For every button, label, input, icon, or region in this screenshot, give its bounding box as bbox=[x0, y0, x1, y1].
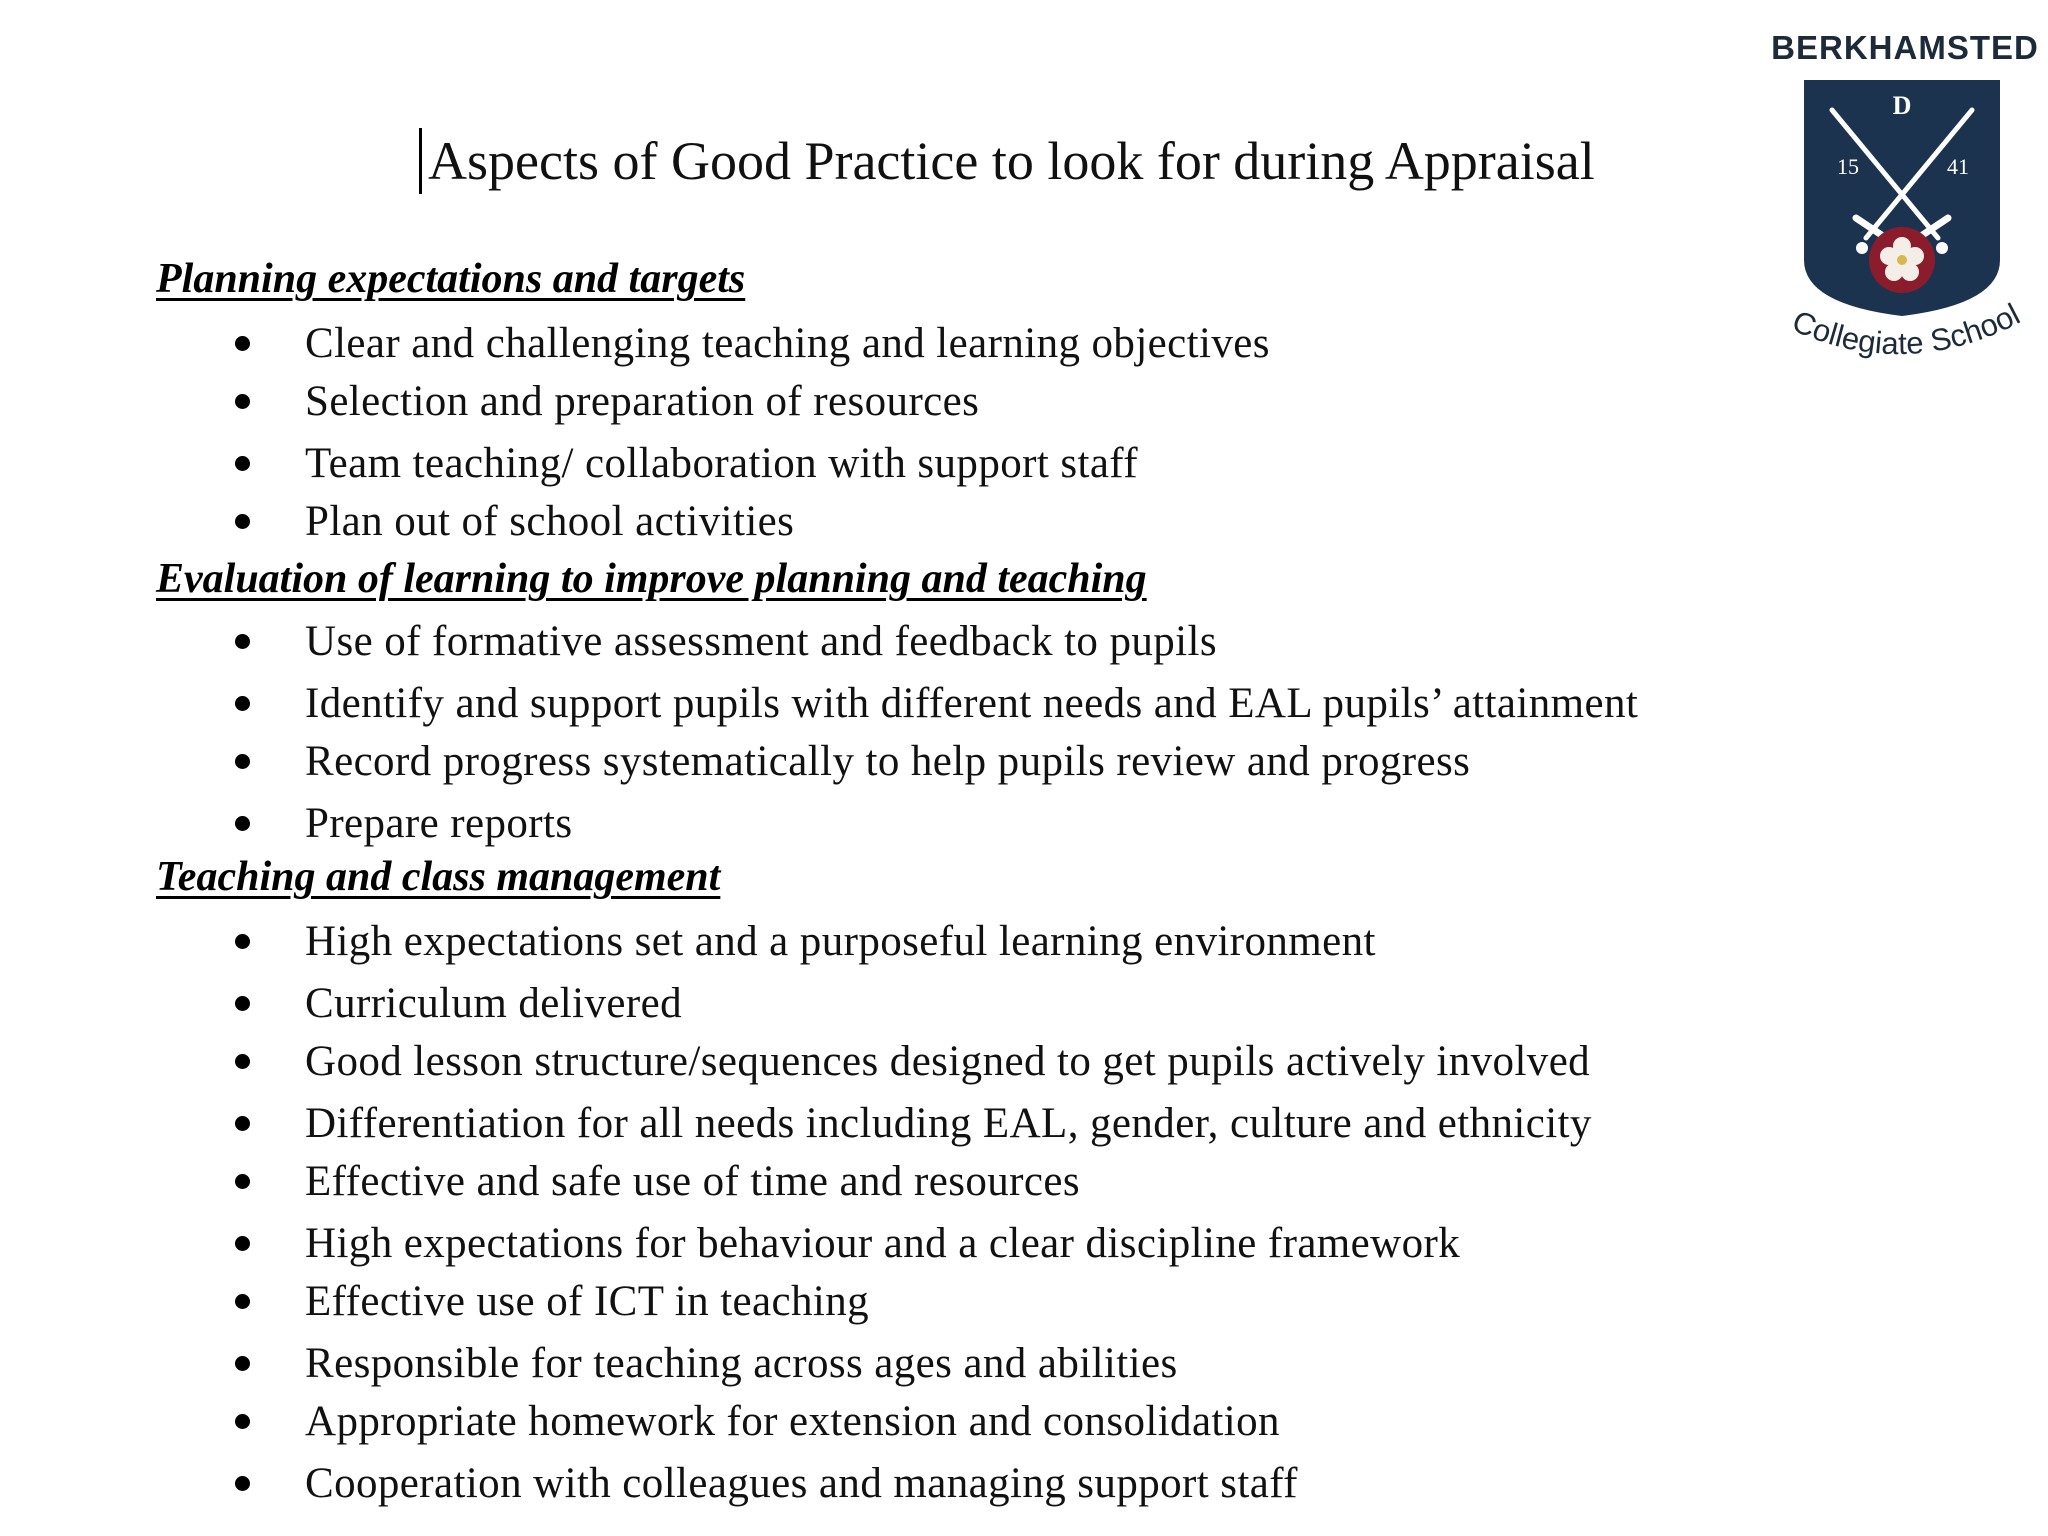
list-item bbox=[0, 1156, 1900, 1208]
document-title: Aspects of Good Practice to look for during Appraisal bbox=[428, 131, 1595, 191]
list-item-text: Selection and preparation of resources bbox=[305, 378, 980, 425]
bullet-icon bbox=[235, 1476, 250, 1491]
bullet-icon bbox=[235, 336, 250, 351]
list-item bbox=[0, 616, 1900, 668]
list-item-text: Team teaching/ collaboration with support staff bbox=[305, 440, 1138, 487]
bullet-icon bbox=[235, 1236, 250, 1251]
text-cursor bbox=[419, 128, 422, 194]
list-item-text: High expectations for behaviour and a clear discipline framework bbox=[305, 1220, 1461, 1267]
list-item-text: Cooperation with colleagues and managing support staff bbox=[305, 1460, 1298, 1507]
bullet-icon bbox=[235, 996, 250, 1011]
bullet-icon bbox=[235, 1294, 250, 1309]
crest-left-number: 15 bbox=[1837, 154, 1859, 179]
list-item-text: Use of formative assessment and feedback to pupils bbox=[305, 618, 1217, 665]
section-heading: Planning expectations and targets bbox=[156, 256, 746, 302]
list-item bbox=[0, 798, 1900, 850]
list-item bbox=[0, 1458, 1900, 1510]
bullet-icon bbox=[235, 754, 250, 769]
list-item-text: Good lesson structure/sequences designed to get pupils actively involved bbox=[305, 1038, 1591, 1085]
bullet-icon bbox=[235, 634, 250, 649]
list-item bbox=[0, 978, 1900, 1030]
bullet-icon bbox=[235, 1116, 250, 1131]
list-item-text: Curriculum delivered bbox=[305, 980, 682, 1027]
list-item bbox=[0, 1338, 1900, 1390]
list-item-text: High expectations set and a purposeful learning environment bbox=[305, 918, 1376, 965]
bullet-icon bbox=[235, 1174, 250, 1189]
list-item bbox=[0, 376, 1900, 428]
list-item-text: Plan out of school activities bbox=[305, 498, 795, 545]
list-item-text: Prepare reports bbox=[305, 800, 573, 847]
list-item-text: Identify and support pupils with different needs and EAL pupils’ attainment bbox=[305, 680, 1639, 727]
bullet-icon bbox=[235, 816, 250, 831]
list-item-text: Differentiation for all needs including EAL, gender, culture and ethnicity bbox=[305, 1100, 1592, 1147]
list-item bbox=[0, 1276, 1900, 1328]
list-item bbox=[0, 1098, 1900, 1150]
section-heading: Teaching and class management bbox=[156, 854, 721, 900]
bullet-icon bbox=[235, 934, 250, 949]
list-item bbox=[0, 1396, 1900, 1448]
list-item-text: Effective use of ICT in teaching bbox=[305, 1278, 870, 1325]
list-item bbox=[0, 438, 1900, 490]
list-item bbox=[0, 1036, 1900, 1088]
logo-top-text: BERKHAMSTED bbox=[1771, 29, 2039, 66]
list-item bbox=[0, 916, 1900, 968]
list-item-text: Record progress systematically to help pupils review and progress bbox=[305, 738, 1471, 785]
crest-right-number: 41 bbox=[1947, 154, 1969, 179]
list-item bbox=[0, 1218, 1900, 1270]
list-item-text: Effective and safe use of time and resources bbox=[305, 1158, 1080, 1205]
bullet-icon bbox=[235, 514, 250, 529]
list-item bbox=[0, 678, 1900, 730]
logo-bottom-text: Collegiate School bbox=[1787, 296, 2026, 362]
bullet-icon bbox=[235, 696, 250, 711]
list-item bbox=[0, 736, 1900, 788]
list-item-text: Clear and challenging teaching and learning objectives bbox=[305, 320, 1270, 367]
bullet-icon bbox=[235, 1414, 250, 1429]
list-item-text: Responsible for teaching across ages and abilities bbox=[305, 1340, 1178, 1387]
bullet-icon bbox=[235, 456, 250, 471]
bullet-icon bbox=[235, 1356, 250, 1371]
crest-letter: D bbox=[1892, 91, 1912, 120]
bullet-icon bbox=[235, 394, 250, 409]
list-item bbox=[0, 318, 1900, 370]
list-item bbox=[0, 496, 1900, 548]
section-heading: Evaluation of learning to improve planning and teaching bbox=[156, 556, 1147, 602]
bullet-icon bbox=[235, 1054, 250, 1069]
list-item-text: Appropriate homework for extension and consolidation bbox=[305, 1398, 1280, 1445]
